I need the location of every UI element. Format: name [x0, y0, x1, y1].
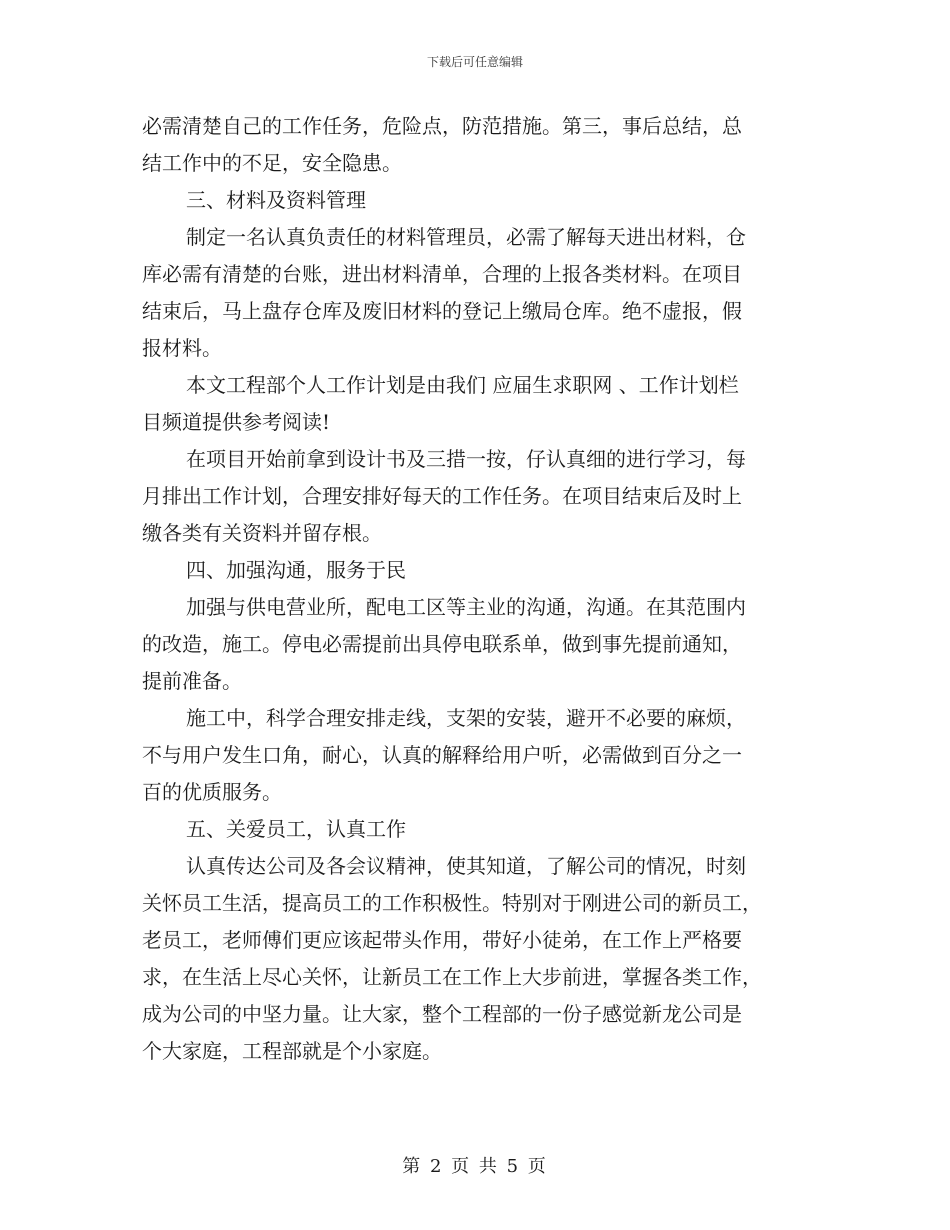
heading-text: 四、加强沟通，服务于民 — [186, 558, 406, 582]
text-line: 的改造，施工。停电必需提前出具停电联系单，做到事先提前通知， — [142, 632, 742, 656]
section-heading-communication — [142, 552, 802, 589]
paragraph-continuation — [142, 108, 802, 182]
paragraph-materials — [142, 219, 802, 367]
text-line: 结工作中的不足，安全隐患。 — [142, 151, 402, 175]
heading-text: 五、关爱员工，认真工作 — [186, 817, 406, 841]
text-line: 本文工程部个人工作计划是由我们 应届生求职网 、工作计划栏 — [186, 373, 739, 397]
text-line: 个大家庭，工程部就是个小家庭。 — [142, 1039, 442, 1063]
section-heading-staff-care — [142, 811, 802, 848]
text-line: 关怀员工生活，提高员工的工作积极性。特别对于刚进公司的新员工， — [142, 891, 762, 915]
text-line: 库必需有清楚的台账，进出材料清单，合理的上报各类材料。在项目 — [142, 262, 742, 286]
text-line: 认真传达公司及各会议精神，使其知道，了解公司的情况，时刻 — [186, 854, 746, 878]
text-line: 结束后，马上盘存仓库及废旧材料的登记上缴局仓库。绝不虚报，假 — [142, 299, 742, 323]
section-heading-materials — [142, 182, 802, 219]
text-line: 目频道提供参考阅读! — [142, 410, 331, 434]
text-line: 必需清楚自己的工作任务，危险点，防范措施。第三，事后总结，总 — [142, 114, 742, 138]
text-line: 求，在生活上尽心关怀，让新员工在工作上大步前进，掌握各类工作， — [142, 965, 762, 989]
text-line: 提前准备。 — [142, 669, 242, 693]
heading-text: 三、材料及资料管理 — [186, 188, 366, 212]
text-line: 不与用户发生口角，耐心，认真的解释给用户听，必需做到百分之一 — [142, 743, 742, 767]
text-line: 成为公司的中坚力量。让大家，整个工程部的一份子感觉新龙公司是 — [142, 1002, 742, 1026]
document-body — [142, 108, 802, 1070]
text-line: 百的优质服务。 — [142, 780, 282, 804]
text-line: 报材料。 — [142, 336, 222, 360]
text-line: 在项目开始前拿到设计书及三措一按，仔认真细的进行学习，每 — [186, 447, 746, 471]
page-header-note: 下载后可任意编辑 — [426, 55, 523, 69]
paragraph-project-start — [142, 441, 802, 552]
paragraph-construction — [142, 700, 802, 811]
page-number-footer: 第 2 页 共 5 页 — [402, 1156, 548, 1177]
paragraph-communication — [142, 589, 802, 700]
text-line: 施工中，科学合理安排走线，支架的安装，避开不必要的麻烦， — [186, 706, 746, 730]
text-line: 加强与供电营业所，配电工区等主业的沟通，沟通。在其范围内 — [186, 595, 746, 619]
paragraph-source-note — [142, 367, 802, 441]
paragraph-staff-care — [142, 848, 802, 1070]
text-line: 老员工，老师傅们更应该起带头作用，带好小徒弟，在工作上严格要 — [142, 928, 742, 952]
text-line: 缴各类有关资料并留存根。 — [142, 521, 382, 545]
text-line: 月排出工作计划，合理安排好每天的工作任务。在项目结束后及时上 — [142, 484, 742, 508]
text-line: 制定一名认真负责任的材料管理员，必需了解每天进出材料，仓 — [186, 225, 746, 249]
